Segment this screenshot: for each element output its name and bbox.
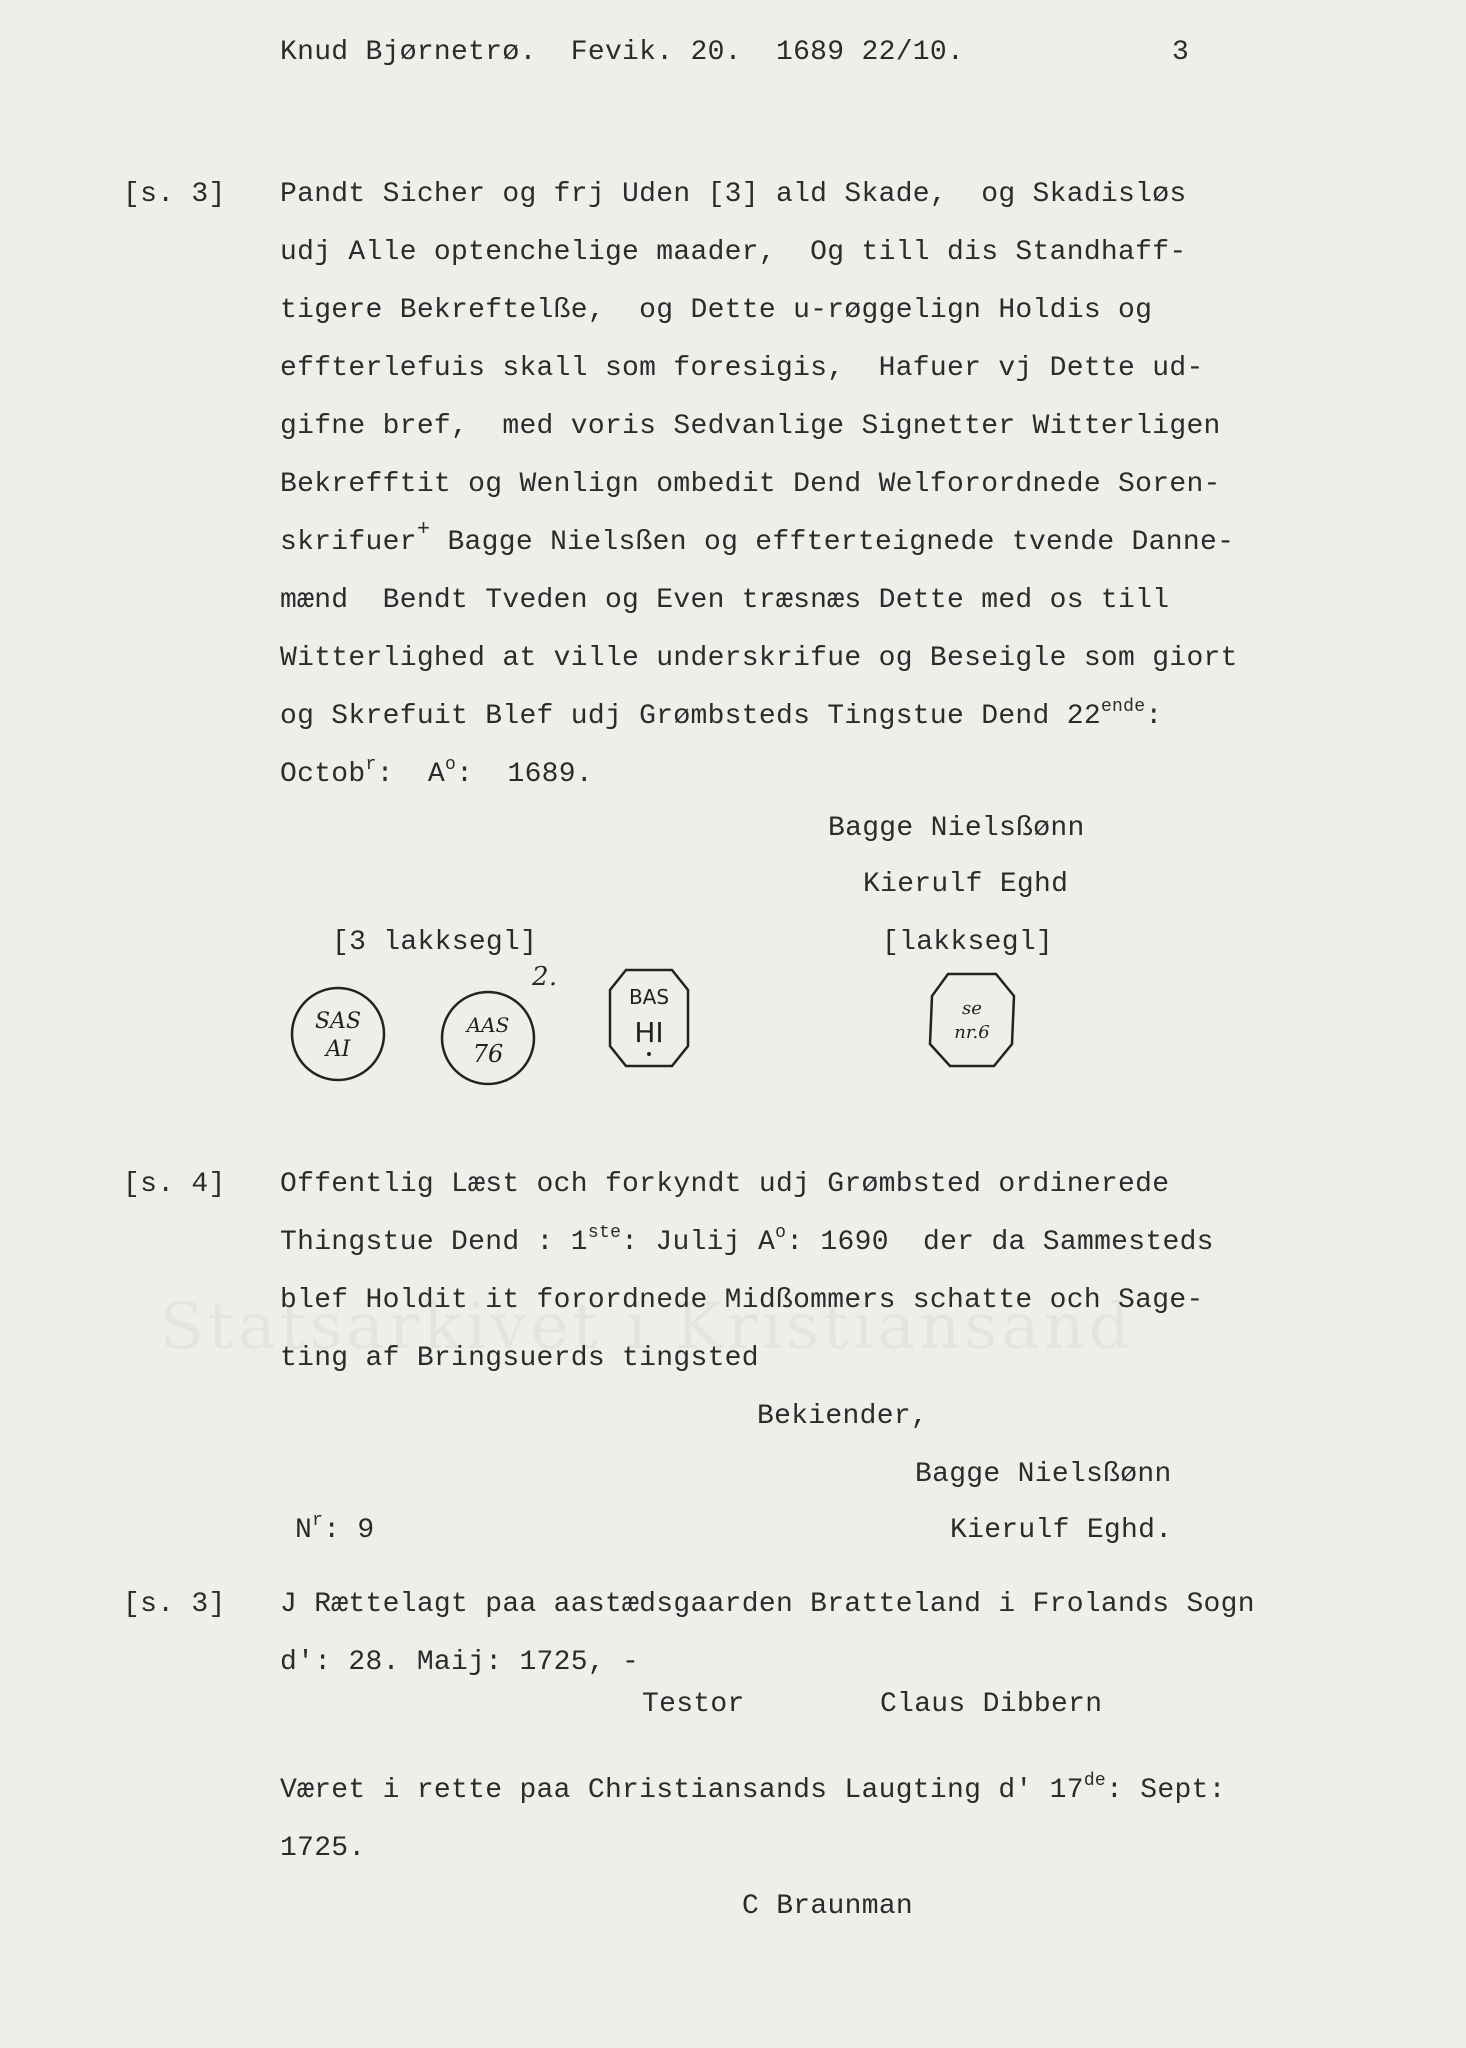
record-number: $N^r$: 9 (295, 1511, 375, 1546)
seal-text: BAS (628, 985, 670, 1009)
text-line: 1725. (280, 1833, 366, 1864)
signature: Claus Dibbern (880, 1689, 1103, 1720)
header-title: Knud Bjørnetrø. Fevik. 20. 1689 22/10. (280, 37, 965, 68)
text-line: d': 28. Maij: 1725, - (280, 1647, 640, 1678)
seal-text: AI (325, 1037, 351, 1062)
text-line: og Skrefuit Blef udj Grømbsteds Tingstue Dend $22^{ende}$: (280, 697, 1163, 732)
text-line: Pandt Sicher og frj Uden [3] ald Skade, og Skadisløs (280, 179, 1187, 210)
text-line: Witterlighed at ville underskrifue og Beseigle som giort (280, 643, 1238, 674)
text-line: Bekrefftit og Wenlign ombedit Dend Welforordnede Soren- (280, 469, 1221, 500)
seal-text: SAS (314, 1009, 362, 1034)
section-marker: [s. 3] (123, 1589, 226, 1620)
seal-text: se (962, 998, 982, 1019)
text-line: Octob$^r$: $A^o$: 1689. (280, 755, 593, 790)
text-line: gifne bref, med voris Sedvanlige Signetter Witterligen (280, 411, 1221, 442)
text-line: blef Holdit it forordnede Midßommers schatte och Sage- (280, 1285, 1204, 1316)
signature: Kierulf Eghd. (950, 1515, 1173, 1546)
seal-text: AAS (466, 1013, 510, 1037)
signature: Bagge Nielsßønn (828, 813, 1085, 844)
signature: Kierulf Eghd (863, 869, 1069, 900)
seal-label: [lakksegl] (882, 927, 1054, 958)
testor-label: Testor (642, 1689, 745, 1720)
closing-word: Bekiender, (757, 1401, 929, 1432)
page-number: 3 (1172, 37, 1190, 68)
text-line: mænd Bendt Tveden og Even træsnæs Dette med os till (280, 585, 1170, 616)
text-line: Været i rette paa Christiansands Laugting d' 17de: Sept: (280, 1771, 1226, 1806)
section-marker: [s. 3] (123, 179, 226, 210)
handwritten-mark: + (416, 517, 431, 542)
text-line: effterlefuis skall som foresigis, Hafuer vj Dette ud- (280, 353, 1204, 384)
wax-seal (288, 984, 388, 1084)
signature: C Braunman (742, 1891, 914, 1922)
seal-note: 2. (532, 962, 558, 992)
wax-seal (438, 988, 538, 1088)
wax-seal (924, 970, 1020, 1070)
seal-text: HI (634, 1016, 664, 1049)
text-line: ting af Bringsuerds tingsted (280, 1343, 759, 1374)
text-line: skrifuer+ Bagge Nielsßen og effterteignede tvende Danne- (280, 517, 1235, 558)
seal-text: 76 (472, 1040, 504, 1068)
text-line: J Rættelagt paa aastædsgaarden Bratteland i Frolands Sogn (280, 1589, 1255, 1620)
wax-seal (606, 966, 692, 1070)
section-marker: [s. 4] (123, 1169, 226, 1200)
text-line: udj Alle optenchelige maader, Og till dis Standhaff- (280, 237, 1187, 268)
seal-text: nr.6 (954, 1022, 990, 1043)
text-line: Thingstue Dend : 1ste: Julij $A^o$: 1690 der da Sammesteds (280, 1223, 1214, 1258)
text-line: tigere Bekreftelße, og Dette u-røggelign Holdis og (280, 295, 1153, 326)
text-line: Offentlig Læst och forkyndt udj Grømbsted ordinerede (280, 1169, 1170, 1200)
signature: Bagge Nielsßønn (915, 1459, 1172, 1490)
seal-label: [3 lakksegl] (332, 927, 538, 958)
